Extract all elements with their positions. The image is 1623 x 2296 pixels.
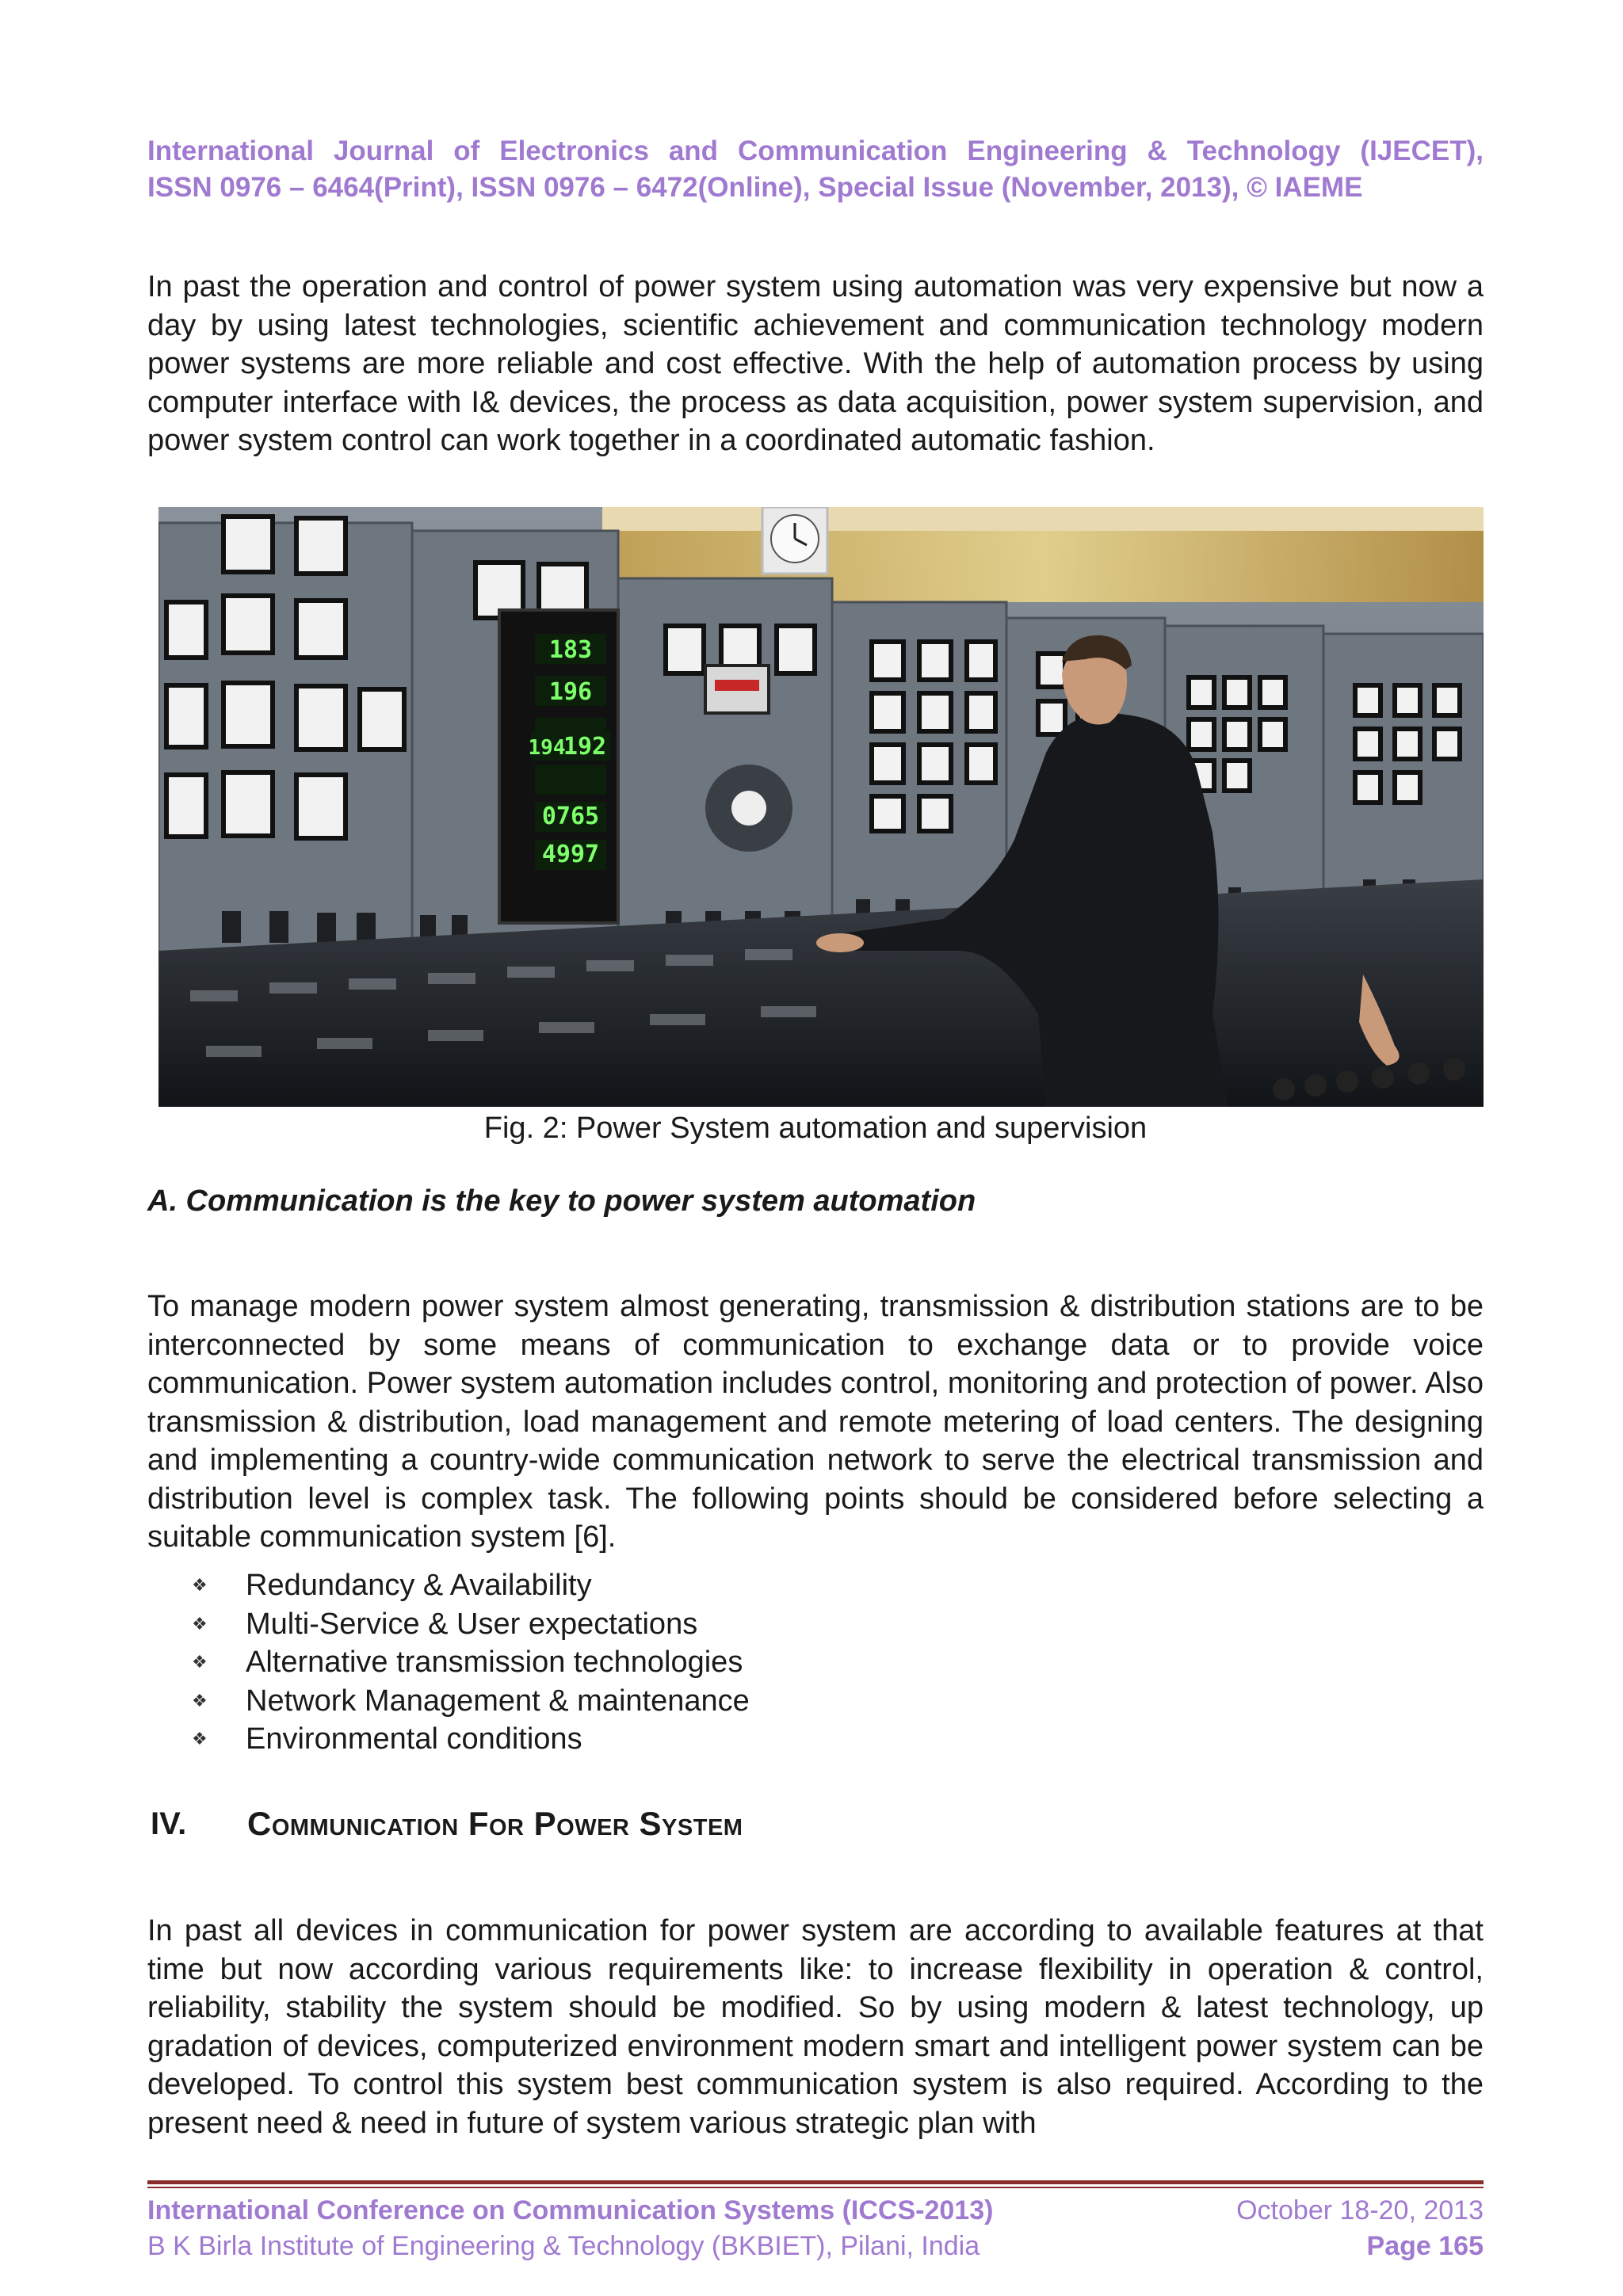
footer-institute: B K Birla Institute of Engineering & Technology (BKBIET), Pilani, India	[147, 2231, 980, 2261]
diamond-bullet-icon: ❖	[192, 1575, 208, 1595]
figure-caption: Fig. 2: Power System automation and supervision	[483, 1112, 1148, 1145]
communication-paragraph: To manage modern power system almost generating, transmission & distribution stations are to be interconnected by some means of communication to exchange data or to provide voice communication. Power system automation includes control, monitoring and protection of power. Also transmission & distribution, load management and remote metering of load centers. The designing and implementing a country-wide communication network to serve the electrical transmission and distribution level is complex task. The following points should be considered before selecting a suitable communication system [6].	[147, 1290, 1484, 1554]
section-heading	[151, 1803, 743, 1844]
footer-page-number: Page 165	[1366, 2231, 1484, 2261]
footer-divider-thin	[147, 2187, 1484, 2188]
list-item: ❖ Multi-Service & User expectations	[192, 1605, 750, 1644]
display-reading-1: 183	[548, 636, 593, 664]
diamond-bullet-icon: ❖	[192, 1690, 208, 1711]
display-reading-3: 192	[563, 733, 607, 761]
display-reading-5: 0765	[541, 803, 600, 830]
list-item: ❖ Environmental conditions	[192, 1720, 750, 1759]
diamond-bullet-icon: ❖	[192, 1652, 208, 1672]
display-reading-2: 196	[548, 678, 593, 706]
list-item: ❖ Alternative transmission technologies	[192, 1643, 750, 1682]
section-paragraph: In past all devices in communication for power system are according to available features at that time but now according various requirements like: to increase flexibility in operation & control, reliability, stability the system should be modified. So by using modern & latest technology, up gradation of devices, computerized environment modern smart and intelligent power system can be developed. To control this system best communication system is also required. According to the present need & need in future of system various strategic plan with	[147, 1914, 1484, 2140]
journal-header	[147, 133, 1484, 206]
footer-date: October 18-20, 2013	[1236, 2195, 1484, 2225]
section-title: Communication For Power System	[247, 1805, 743, 1842]
section-number: IV.	[151, 1806, 187, 1841]
page-footer	[147, 2193, 1484, 2264]
diamond-bullet-icon: ❖	[192, 1613, 208, 1634]
journal-header-line2: ISSN 0976 – 6464(Print), ISSN 0976 – 6472(Online), Special Issue (November, 2013), © IAEME	[147, 172, 1363, 203]
footer-divider	[147, 2180, 1484, 2184]
diamond-bullet-icon: ❖	[192, 1729, 208, 1749]
footer-conference: International Conference on Communication Systems (ICCS-2013)	[147, 2195, 994, 2225]
list-item: ❖ Network Management & maintenance	[192, 1682, 750, 1721]
display-reading-6: 4997	[541, 841, 600, 868]
considerations-list	[192, 1566, 750, 1759]
list-item: ❖ Redundancy & Availability	[192, 1566, 750, 1605]
journal-header-line1: International Journal of Electronics and Communication Engineering & Technology (IJECET),	[147, 135, 1484, 166]
display-reading-4: 194	[528, 736, 566, 760]
control-room-photo	[158, 507, 1484, 1107]
intro-paragraph: In past the operation and control of power system using automation was very expensive but now a day by using latest technologies, scientific achievement and communication technology modern power systems are more reliable and cost effective. With the help of automation process by using computer interface with I& devices, the process as data acquisition, power system supervision, and power system control can work together in a coordinated automatic fashion.	[147, 270, 1484, 457]
subsection-heading: A. Communication is the key to power system automation	[147, 1184, 976, 1218]
